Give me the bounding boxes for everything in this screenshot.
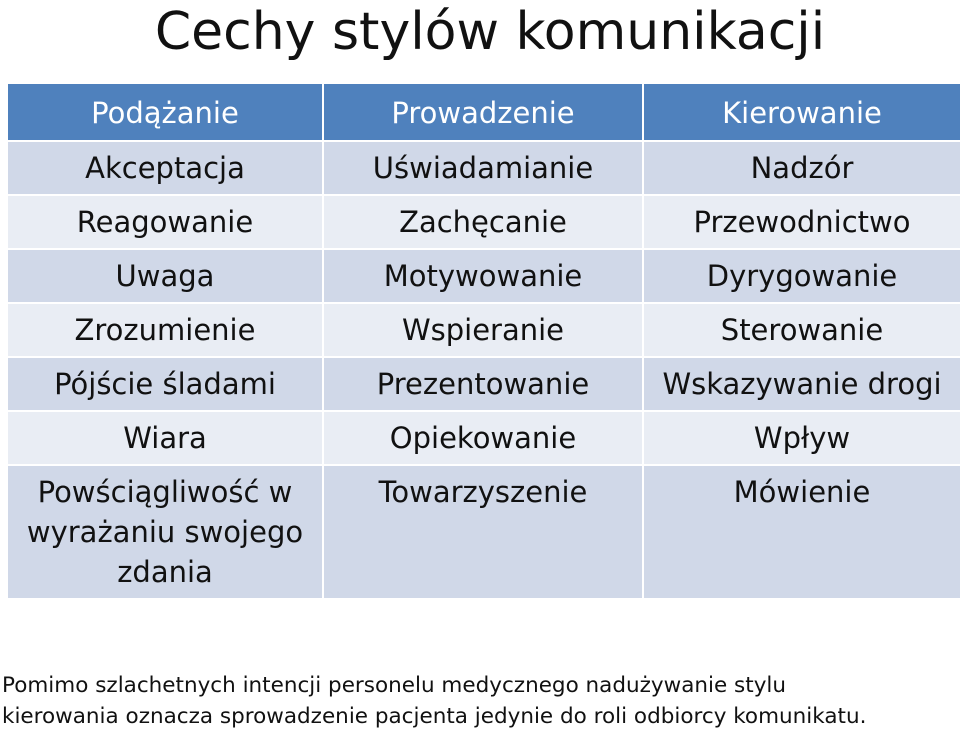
table-row [7,195,960,249]
table-cell: Zrozumienie [7,303,323,357]
table-cell: Prezentowanie [323,357,643,411]
footer-line-1: Pomimo szlachetnych intencji personelu medycznego nadużywanie stylu [2,673,787,698]
table-cell: Opiekowanie [323,411,643,465]
table-row [7,411,960,465]
footer-line-2: kierowania oznacza sprowadzenie pacjenta jedynie do roli odbiorcy komunikatu. [2,704,867,729]
table-cell: Wiara [7,411,323,465]
communication-styles-table [6,82,960,600]
table-cell: Motywowanie [323,249,643,303]
table-row [7,357,960,411]
table-cell: Reagowanie [7,195,323,249]
table-cell: Nadzór [643,141,960,195]
column-header-prowadzenie: Prowadzenie [323,83,643,141]
table-cell: Dyrygowanie [643,249,960,303]
table-row [7,249,960,303]
table-cell: Wskazywanie drogi [643,357,960,411]
table-cell: Zachęcanie [323,195,643,249]
table-cell: Wpływ [643,411,960,465]
page-title: Cechy stylów komunikacji [154,2,826,62]
table-cell: Towarzyszenie [323,465,643,599]
table-cell: Wspieranie [323,303,643,357]
column-header-podazanie: Podążanie [7,83,323,141]
table-cell: Mówienie [643,465,960,599]
table-cell: Przewodnictwo [643,195,960,249]
table-cell: Pójście śladami [7,357,323,411]
column-header-kierowanie: Kierowanie [643,83,960,141]
table-cell: Uwaga [7,249,323,303]
table-cell: Uświadamianie [323,141,643,195]
footer-note [2,670,960,732]
table-row [7,303,960,357]
table-cell: Akceptacja [7,141,323,195]
table-cell: Sterowanie [643,303,960,357]
table-cell: Powściągliwość w wyrażaniu swojego zdania [7,465,323,599]
table-row [7,465,960,599]
table-header-row [7,83,960,141]
table-row [7,141,960,195]
